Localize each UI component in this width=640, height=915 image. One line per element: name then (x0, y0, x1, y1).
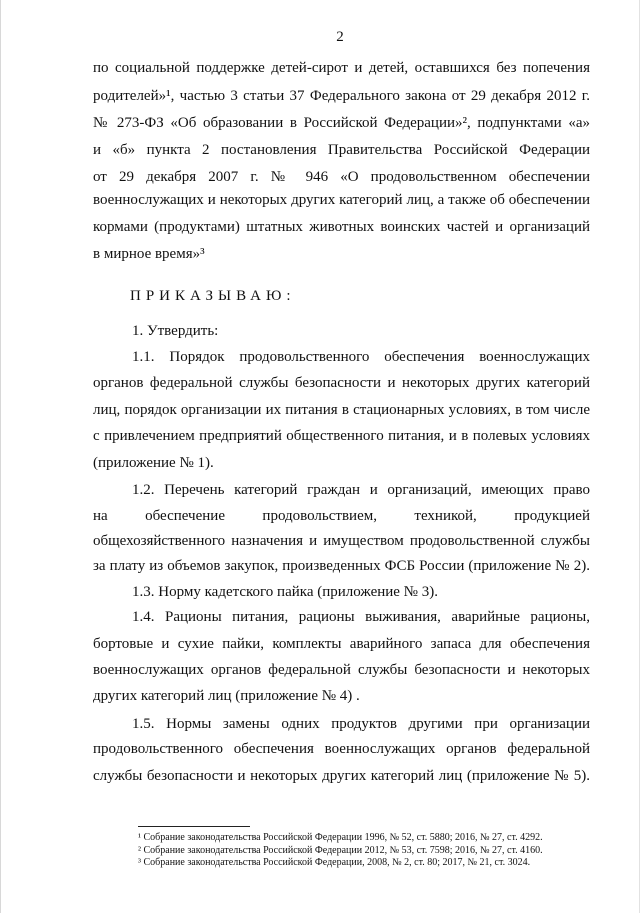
text-line: лиц, порядок организации их питания в стационарных условиях, в том числе (93, 402, 590, 418)
text-line: органов федеральной службы безопасности и некоторых других категорий (93, 375, 590, 391)
text-line: службы безопасности и некоторых других категорий лиц (приложение № 5). (93, 768, 590, 784)
text-line: 1.5. Нормы замены одних продуктов другими при организации (132, 716, 590, 732)
text-line: 1. Утвердить: (132, 323, 219, 339)
text-line: других категорий лиц (приложение № 4) . (93, 688, 360, 704)
footnote: ³ Собрание законодательства Российской Федерации, 2008, № 2, ст. 80; 2017, № 21, ст. 3024. (138, 857, 531, 868)
footnote: ² Собрание законодательства Российской Федерации 2012, № 53, ст. 7598; 2016, № 27, ст. 4160. (138, 845, 543, 856)
text-line: (приложение № 1). (93, 455, 214, 471)
footnote-divider (138, 826, 250, 827)
text-line: военнослужащих и некоторых других категорий лиц, а также об обеспечении (93, 192, 590, 208)
text-line: родителей»¹, частью 3 статьи 37 Федерального закона от 29 декабря 2012 г. (93, 88, 590, 104)
page-number: 2 (336, 29, 344, 45)
text-line: по социальной поддержке детей-сирот и детей, оставшихся без попечения (93, 60, 590, 76)
text-line: продовольственного обеспечения военнослужащих органов федеральной (93, 741, 590, 757)
text-line: военнослужащих органов федеральной службы безопасности и некоторых (93, 662, 590, 678)
text-line: 1.2. Перечень категорий граждан и организаций, имеющих право (132, 482, 590, 498)
text-line: 1.1. Порядок продовольственного обеспечения военнослужащих (132, 349, 590, 365)
text-line: 1.3. Норму кадетского пайка (приложение № 3). (132, 584, 438, 600)
order-heading: ПРИКАЗЫВАЮ: (130, 288, 296, 304)
text-line: от 29 декабря 2007 г. № 946 «О продовольственном обеспечении (93, 169, 590, 185)
text-line: № 273-ФЗ «Об образовании в Российской Федерации»², подпунктами «а» (93, 115, 590, 131)
text-line: на обеспечение продовольствием, техникой, продукцией (93, 508, 590, 524)
text-line: с привлечением предприятий общественного питания, и в полевых условиях (93, 428, 590, 444)
text-line: за плату из объемов закупок, произведенных ФСБ России (приложение № 2). (93, 558, 590, 574)
text-line: кормами (продуктами) штатных животных воинских частей и организаций (93, 219, 590, 235)
text-line: и «б» пункта 2 постановления Правительства Российской Федерации (93, 142, 590, 158)
text-line: в мирное время»³ (93, 246, 205, 262)
text-line: общехозяйственного назначения и имуществом продовольственной службы (93, 533, 590, 549)
text-line: бортовые и сухие пайки, комплекты аварийного запаса для обеспечения (93, 636, 590, 652)
footnote: ¹ Собрание законодательства Российской Федерации 1996, № 52, ст. 5880; 2016, № 27, ст. 4292. (138, 832, 543, 843)
text-line: 1.4. Рационы питания, рационы выживания, аварийные рационы, (132, 609, 590, 625)
